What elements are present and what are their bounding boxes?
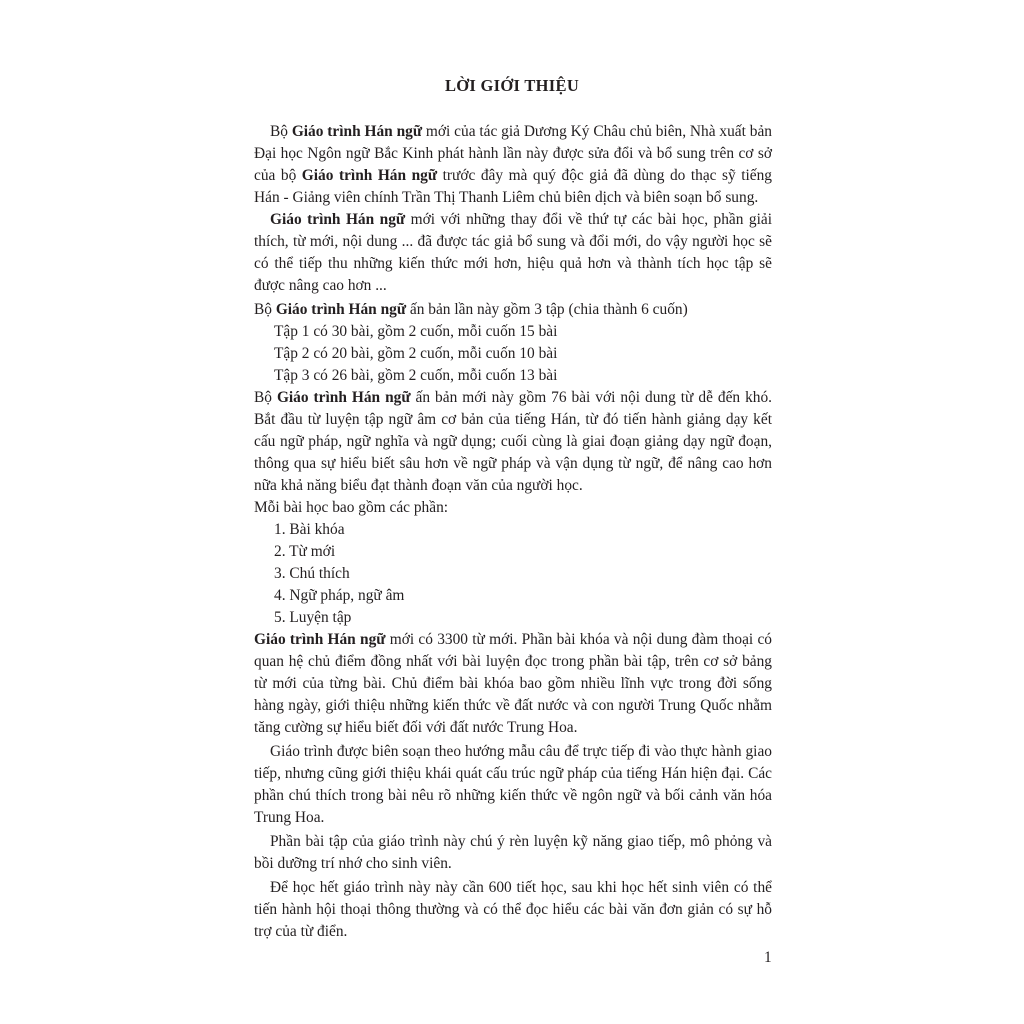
- paragraph-5: Mỗi bài học bao gồm các phần:: [254, 499, 449, 516]
- list-item: 3. Chú thích: [274, 565, 350, 582]
- paragraph-2: Giáo trình Hán ngữ mới với những thay đổi về thứ tự các bài học, phần giải thích, từ mới, nội dung ... đã được tác giả bổ sung và đổi mới, do vậy người học sẽ có thể tiếp thu những kiến thức mới hơn, hiệu quả hơn và thành tích học tập sẽ được nâng cao hơn ...: [254, 211, 773, 294]
- book-name: Giáo trình Hán ngữ: [275, 301, 407, 318]
- paragraph-1: Bộ Giáo trình Hán ngữ mới của tác giả Dương Ký Châu chủ biên, Nhà xuất bản Đại học Ngôn ngữ Bắc Kinh phát hành lần này được sửa đổi và bổ sung trên cơ sở của bộ Giáo trình Hán ngữ trước đây mà quý độc giả đã dùng do thạc sỹ tiếng Hán - Giảng viên chính Trần Thị Thanh Liêm chủ biên dịch và biên soạn bổ sung.: [254, 123, 772, 206]
- list-item: 4. Ngữ pháp, ngữ âm: [274, 587, 405, 604]
- list-item: 5. Luyện tập: [274, 609, 352, 626]
- page-number: 1: [764, 949, 772, 966]
- page-title: LỜI GIỚI THIỆU: [444, 76, 580, 95]
- book-name: Giáo trình Hán ngữ: [291, 123, 423, 140]
- body-text: [254, 121, 772, 943]
- volume-item: Tập 1 có 30 bài, gồm 2 cuốn, mỗi cuốn 15 bài: [274, 323, 558, 340]
- book-name: Giáo trình Hán ngữ: [254, 631, 386, 648]
- paragraph-7: Giáo trình được biên soạn theo hướng mẫu câu để trực tiếp đi vào thực hành giao tiếp, nhưng cũng giới thiệu khái quát cấu trúc ngữ pháp của tiếng Hán hiện đại. Các phần chú thích trong bài nêu rõ những kiến thức về ngôn ngữ và bối cảnh văn hóa Trung Hoa.: [254, 743, 772, 826]
- paragraph-9: Để học hết giáo trình này này cần 600 tiết học, sau khi học hết sinh viên có thể tiến hành hội thoại thông thường và có thể đọc hiểu các bài văn đơn giản có sự hỗ trợ của từ điển.: [254, 879, 772, 940]
- volume-item: Tập 2 có 20 bài, gồm 2 cuốn, mỗi cuốn 10 bài: [274, 345, 558, 362]
- paragraph-6: Giáo trình Hán ngữ mới có 3300 từ mới. Phần bài khóa và nội dung đàm thoại có quan hệ chủ điểm đồng nhất với bài luyện đọc trong phần bài tập, trên cơ sở bảng từ mới của từng bài. Chủ điểm bài khóa bao gồm nhiều lĩnh vực trong đời sống hàng ngày, giới thiệu những kiến thức về đất nước và con người Trung Quốc nhằm tăng cường sự hiểu biết đối với đất nước Trung Hoa.: [254, 631, 773, 736]
- paragraph-8: Phần bài tập của giáo trình này chú ý rèn luyện kỹ năng giao tiếp, mô phỏng và bồi dưỡng trí nhớ cho sinh viên.: [254, 833, 772, 872]
- book-name: Giáo trình Hán ngữ: [276, 389, 411, 406]
- paragraph-4: Bộ Giáo trình Hán ngữ ấn bản mới này gồm 76 bài với nội dung từ dễ đến khó. Bắt đầu từ luyện tập ngữ âm cơ bản của tiếng Hán, từ đó tiến hành giảng dạy kết cấu ngữ pháp, ngữ nghĩa và ngữ dụng; cuối cùng là giai đoạn giảng dạy ngữ đoạn, thông qua sự hiểu biết sâu hơn về ngữ pháp và vận dụng từ ngữ, để nâng cao hơn nữa khả năng biểu đạt thành đoạn văn của người học.: [254, 389, 772, 494]
- paragraph-3: Bộ Giáo trình Hán ngữ ấn bản lần này gồm 3 tập (chia thành 6 cuốn): [254, 301, 688, 318]
- list-item: 2. Từ mới: [274, 543, 336, 560]
- volume-item: Tập 3 có 26 bài, gồm 2 cuốn, mỗi cuốn 13 bài: [274, 367, 558, 384]
- book-name: Giáo trình Hán ngữ: [270, 211, 406, 228]
- book-name: Giáo trình Hán ngữ: [301, 167, 438, 184]
- list-item: 1. Bài khóa: [274, 521, 345, 538]
